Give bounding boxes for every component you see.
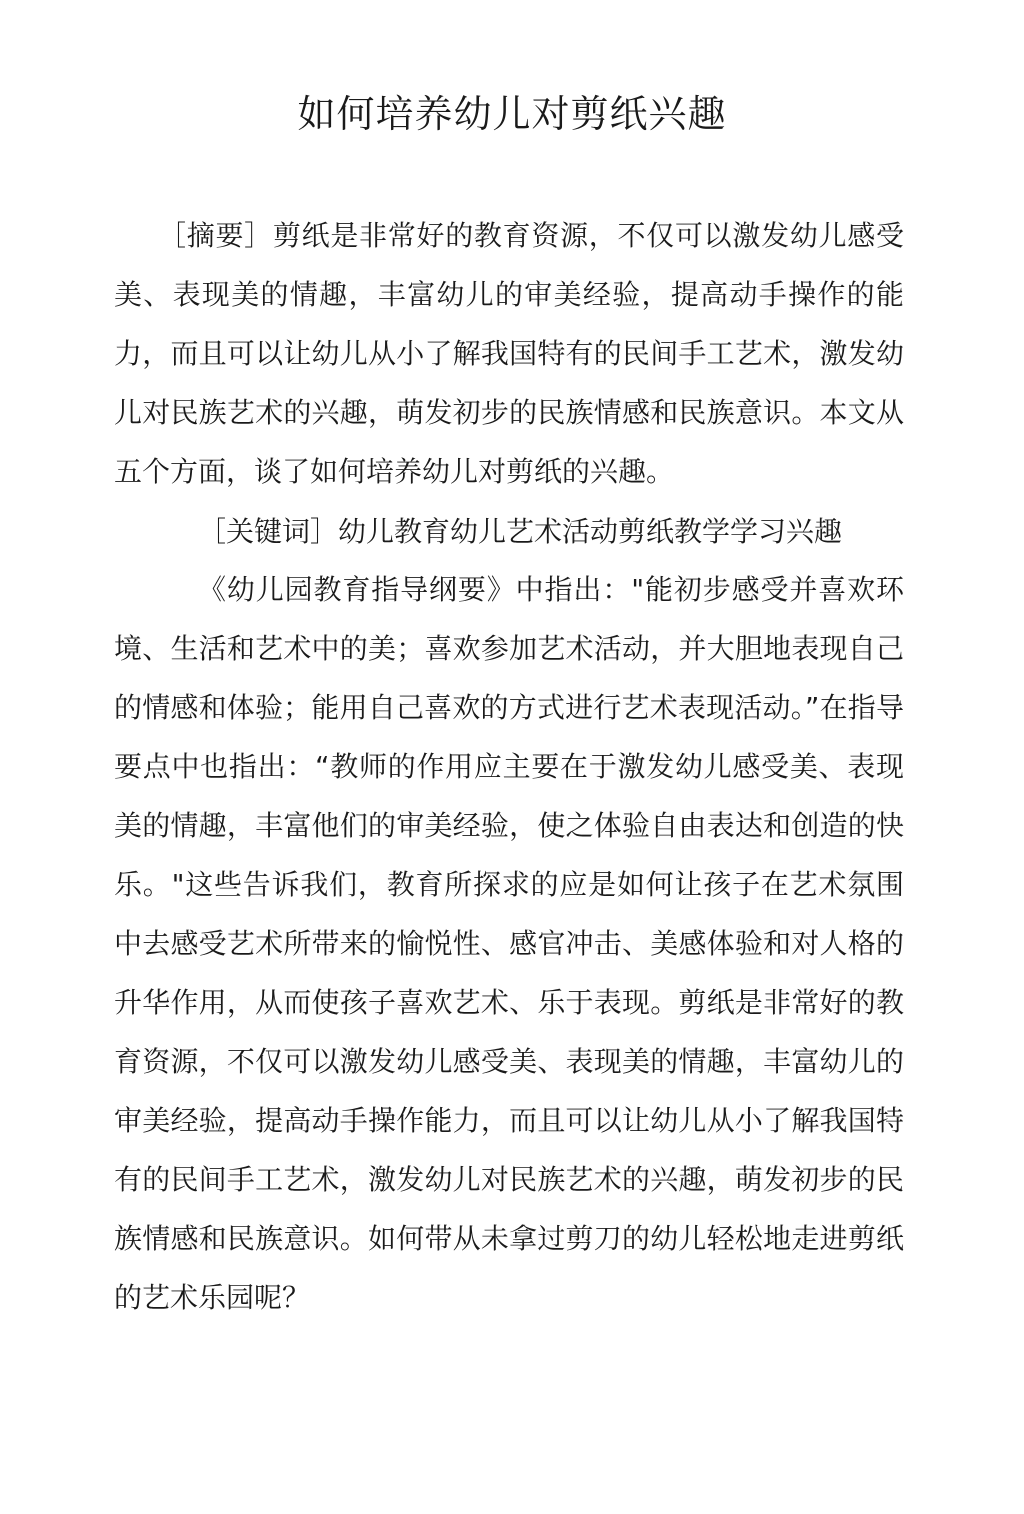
document-title: 如何培养幼儿对剪纸兴趣 xyxy=(297,92,727,136)
abstract-paragraph: ［摘要］剪纸是非常好的教育资源，不仅可以激发幼儿感受美、表现美的情趣，丰富幼儿的审美经验，提高动手操作的能力，而且可以让幼儿从小了解我国特有的民间手工艺术，激发幼儿对民族艺术的兴趣，萌发初步的民族情感和民族意识。本文从五个方面，谈了如何培养幼儿对剪纸的兴趣。 xyxy=(114,219,904,488)
keywords-paragraph: ［关键词］幼儿教育幼儿艺术活动剪纸教学学习兴趣 xyxy=(198,515,843,548)
body-paragraph: 《幼儿园教育指导纲要》中指出："能初步感受并喜欢环境、生活和艺术中的美；喜欢参加艺术活动，并大胆地表现自己的情感和体验；能用自己喜欢的方式进行艺术表现活动。”在指导要点中也指出：“教师的作用应主要在于激发幼儿感受美、表现美的情趣，丰富他们的审美经验，使之体验自由表达和创造的快乐。"这些告诉我们，教育所探求的应是如何让孩子在艺术氛围中去感受艺术所带来的愉悦性、感官冲击、美感体验和对人格的升华作用，从而使孩子喜欢艺术、乐于表现。剪纸是非常好的教育资源，不仅可以激发幼儿感受美、表现美的情趣，丰富幼儿的审美经验，提高动手操作能力，而且可以让幼儿从小了解我国特有的民间手工艺术，激发幼儿对民族艺术的兴趣，萌发初步的民族情感和民族意识。如何带从未拿过剪刀的幼儿轻松地走进剪纸的艺术乐园呢？ xyxy=(114,573,904,1314)
